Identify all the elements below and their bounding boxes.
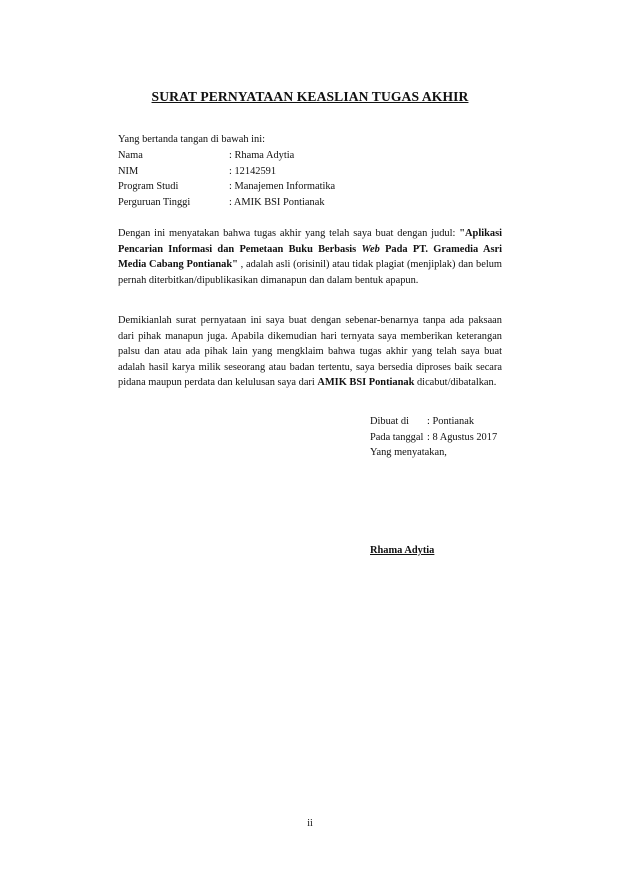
thesis-title-part: "Aplikasi Pencarian Informasi dan Pemetaan Buku Berbasis bbox=[118, 228, 502, 255]
declaration-paragraph bbox=[118, 313, 502, 391]
thesis-title-part: Pada PT. Gramedia Asri Media Cabang Pontianak" bbox=[118, 243, 502, 270]
paragraph-text: , adalah asli (orisinil) atau tidak plagiat (menjiplak) dan belum pernah diterbitkan/dipublikasikan dimanapun dan dalam bentuk apapun. bbox=[118, 259, 502, 286]
page-number: ii bbox=[307, 818, 313, 829]
intro-text: Yang bertanda tangan di bawah ini: bbox=[118, 134, 265, 145]
date-label: Pada tanggal bbox=[370, 431, 424, 443]
date-value: : 8 Agustus 2017 bbox=[427, 431, 498, 443]
field-label: Program Studi bbox=[118, 181, 179, 192]
institution-name: AMIK BSI Pontianak bbox=[317, 377, 415, 388]
document-title: SURAT PERNYATAAN KEASLIAN TUGAS AKHIR bbox=[151, 89, 469, 104]
field-value: : Rhama Adytia bbox=[229, 150, 295, 161]
field-label: Nama bbox=[118, 150, 143, 161]
thesis-title-italic: Web bbox=[361, 243, 380, 255]
place-value: : Pontianak bbox=[427, 416, 475, 427]
paragraph-text: dicabut/dibatalkan. bbox=[414, 377, 497, 388]
closing-text: Yang menyatakan, bbox=[370, 447, 447, 458]
field-value: : 12142591 bbox=[229, 165, 277, 177]
field-value: : AMIK BSI Pontianak bbox=[229, 196, 325, 208]
statement-paragraph bbox=[118, 226, 502, 288]
field-value: : Manajemen Informatika bbox=[229, 181, 336, 192]
paragraph-text: Demikianlah surat pernyataan ini saya buat dengan sebenar-benarnya tanpa ada paksaan dari pihak manapun juga. Apabila dikemudian hari ternyata saya memberikan keterangan palsu dan atau ada pihak lain yang mengklaim bahwa tugas akhir yang telah saya buat adalah hasil karya milik seseorang atau badan tertentu, saya bersedia diproses baik secara pidana maupun perdata dan kelulusan saya dari bbox=[118, 315, 502, 388]
paragraph-text: Dengan ini menyatakan bahwa tugas akhir yang telah saya buat dengan judul: bbox=[118, 228, 460, 239]
field-label: Perguruan Tinggi bbox=[118, 196, 191, 208]
signer-name: Rhama Adytia bbox=[370, 545, 435, 556]
field-label: NIM bbox=[118, 165, 139, 177]
place-label: Dibuat di bbox=[370, 416, 409, 427]
